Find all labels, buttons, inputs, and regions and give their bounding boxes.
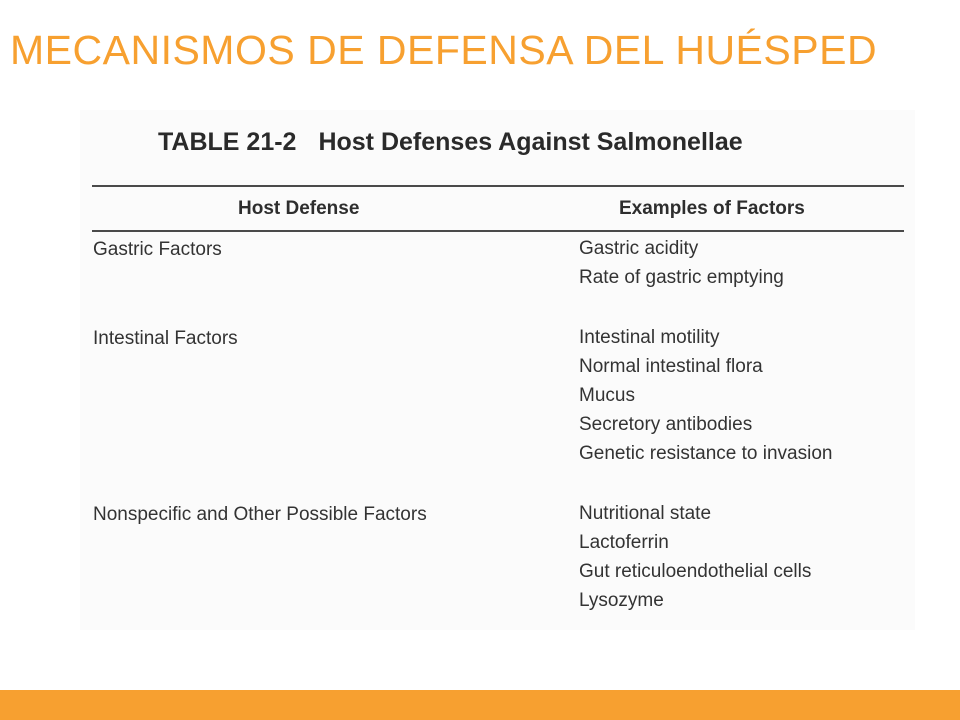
column-header-examples: Examples of Factors xyxy=(619,198,805,219)
table-header-rule xyxy=(92,230,904,232)
row-gastric-factors xyxy=(579,234,784,292)
factor-item: Intestinal motility xyxy=(579,327,720,348)
table-figure xyxy=(80,110,915,630)
row-intestinal-factors xyxy=(579,323,832,468)
row-gastric-category: Gastric Factors xyxy=(93,239,222,260)
factor-item: Nutritional state xyxy=(579,503,712,524)
factor-item: Gastric acidity xyxy=(579,238,699,259)
table-caption xyxy=(158,128,743,157)
factor-item: Lactoferrin xyxy=(579,532,669,553)
footer-accent-bar xyxy=(0,690,960,720)
row-intestinal-category: Intestinal Factors xyxy=(93,328,238,349)
factor-item: Rate of gastric emptying xyxy=(579,267,784,288)
column-header-host-defense: Host Defense xyxy=(238,198,360,219)
factor-item: Genetic resistance to invasion xyxy=(579,443,833,464)
table-caption-text: Host Defenses Against Salmonellae xyxy=(318,128,743,156)
factor-item: Lysozyme xyxy=(579,590,664,611)
table-top-rule xyxy=(92,185,904,187)
factor-item: Secretory antibodies xyxy=(579,414,753,435)
factor-item: Gut reticuloendothelial cells xyxy=(579,561,812,582)
row-nonspecific-factors xyxy=(579,499,811,615)
factor-item: Mucus xyxy=(579,385,635,406)
factor-item: Normal intestinal flora xyxy=(579,356,763,377)
row-nonspecific-category: Nonspecific and Other Possible Factors xyxy=(93,504,427,525)
table-number: TABLE 21-2 xyxy=(158,128,297,156)
slide-title: MECANISMOS DE DEFENSA DEL HUÉSPED xyxy=(10,27,878,73)
